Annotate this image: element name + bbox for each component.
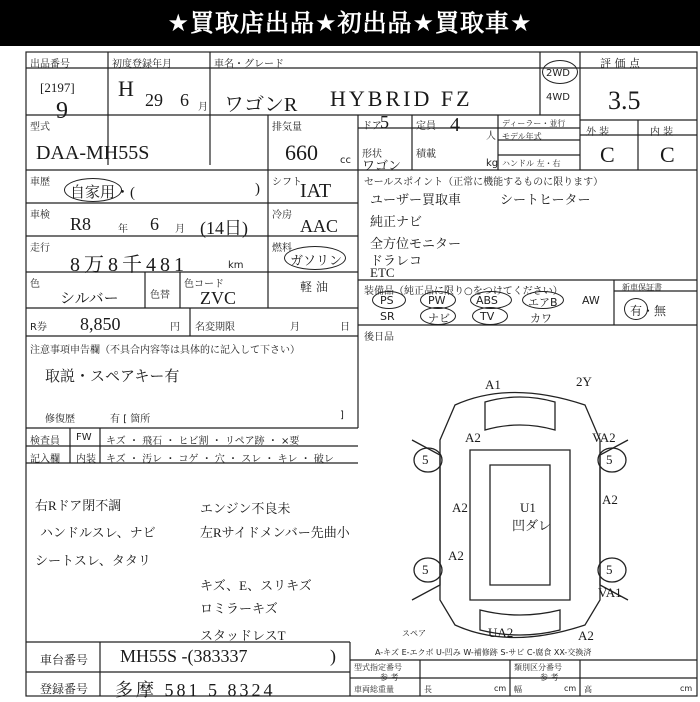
- diag-label-a2-5: A2: [578, 628, 594, 643]
- remark-3: シートスレ、タタリ: [35, 553, 151, 568]
- footer-cm-2: cm: [564, 684, 577, 693]
- int-value: C: [660, 142, 675, 167]
- capacity-value: 4: [450, 114, 460, 136]
- inspection-era: R8: [70, 214, 92, 234]
- usage-label: 車歴: [30, 177, 50, 188]
- name-change-day: 日: [340, 322, 350, 333]
- shift-label: シフト: [272, 177, 302, 188]
- displacement-label: 排気量: [272, 122, 302, 133]
- seat-back-label: 後日品: [364, 332, 394, 343]
- repair-value: 有 [ 箇所: [110, 414, 151, 425]
- diag-label-dent: 凹ダレ: [512, 518, 552, 533]
- model-year-label: モデル年式: [502, 132, 542, 141]
- equip-airbag-circle: [522, 291, 564, 309]
- equip-sr: SR: [380, 310, 395, 323]
- sales-points-label: セールスポイント（正常に機能するものに限ります）: [364, 177, 604, 188]
- page-banner: ★買取店出品★初出品★買取車★: [0, 0, 700, 46]
- displacement-value: 660: [285, 140, 318, 165]
- equip-navi: ナビ: [428, 312, 450, 325]
- diag-label-va2: VA2: [592, 430, 616, 445]
- displacement-unit: cc: [340, 155, 351, 166]
- drive-2wd: 2WD: [546, 68, 570, 79]
- footer-ref-2: 参 考: [540, 673, 559, 682]
- equip-tv-circle: [472, 307, 508, 325]
- fuel-alt: 軽 油: [300, 280, 328, 294]
- remark-4: エンジン不良未: [200, 501, 291, 516]
- remark-2: ハンドルスレ、ナビ: [40, 525, 156, 540]
- remark-6: キズ、E、スリキズ: [200, 578, 312, 593]
- warranty-circle: [624, 298, 648, 320]
- diag-label-5-4: 5: [606, 562, 613, 577]
- body-type-label: 形状: [362, 149, 382, 160]
- inspector-int-items: キズ ・ 汚レ ・ コゲ ・ 穴 ・ スレ ・ キレ ・ 破レ: [106, 454, 334, 465]
- load-unit: kg: [486, 158, 499, 169]
- recycle-label: R券: [30, 322, 47, 333]
- diag-label-va1: VA1: [598, 585, 622, 600]
- remark-5: 左Rサイドメンバー先曲小: [200, 525, 350, 540]
- capacity-label: 定員: [416, 121, 436, 132]
- name-change-label: 名変期限: [195, 322, 235, 333]
- inspector-int: 内装: [76, 454, 96, 465]
- equip-ps: PS: [380, 294, 394, 307]
- lot-number: 9: [56, 98, 68, 124]
- color-change-label: 色替: [150, 290, 170, 301]
- fuel-label: 燃料: [272, 243, 292, 254]
- notes-label: 注意事項申告欄（不具合内容等は具体的に記入して下さい）: [30, 345, 300, 356]
- first-reg-year: 29: [145, 90, 163, 110]
- inspection-month-unit: 月: [175, 224, 185, 235]
- first-reg-month-unit: 月: [198, 102, 208, 113]
- color-code-label: 色コード: [184, 279, 224, 290]
- sales-point-3: 純正ナビ: [370, 214, 423, 229]
- equip-aw: AW: [582, 294, 600, 307]
- first-reg-month: 6: [180, 90, 189, 110]
- footer-cm-1: cm: [494, 684, 507, 693]
- diag-label-a2-4: A2: [448, 548, 464, 563]
- inspector-label-2: 記入欄: [30, 454, 60, 465]
- shift-value: IAT: [300, 180, 332, 202]
- inspection-year-unit: 年: [118, 224, 128, 235]
- equipment-label: 装備品（純正品に限り○をつけてください）: [364, 286, 563, 297]
- equip-tv: TV: [480, 310, 495, 323]
- mileage-label: 走行: [30, 243, 50, 254]
- footer-weight: 車両総重量: [354, 685, 394, 694]
- footer-type-no: 型式指定番号: [354, 663, 402, 672]
- remark-7: ロミラーキズ: [200, 601, 278, 616]
- sales-point-2: シートヒーター: [500, 192, 591, 207]
- footer-ref-1: 参 考: [380, 673, 399, 682]
- diag-label-5-3: 5: [422, 562, 429, 577]
- recycle-unit: 円: [170, 322, 180, 333]
- mileage-value: 8万8千481: [70, 254, 188, 276]
- car-model: ワゴンR: [224, 94, 298, 116]
- lot-code: [2197]: [40, 80, 75, 95]
- inspection-day: (14日): [200, 218, 248, 238]
- first-reg-era: H: [118, 76, 134, 101]
- diag-label-u1: U1: [520, 500, 536, 515]
- diag-label-2y: 2Y: [576, 374, 592, 389]
- sales-point-1: ユーザー買取車: [370, 192, 462, 207]
- diag-label-a2-3: A2: [602, 492, 618, 507]
- mileage-unit: km: [228, 260, 244, 271]
- remark-8: スタッドレスT: [200, 628, 286, 643]
- footer-length: 長: [424, 685, 432, 694]
- diag-label-5-1: 5: [422, 452, 429, 467]
- warranty-label: 新車保証書: [622, 283, 662, 292]
- registration-label: 登録番号: [40, 682, 89, 696]
- dealer-label: ディーラー・並行: [502, 119, 566, 128]
- warranty-value: 有・無: [630, 304, 667, 318]
- registration-value: 多摩 581 5 8324: [115, 680, 276, 700]
- usage-circle: [64, 178, 122, 202]
- drive-2wd-circle: [542, 60, 578, 84]
- capacity-unit: 人: [486, 131, 496, 142]
- repair-close: ]: [340, 410, 344, 421]
- inspector-fw: FW: [76, 432, 92, 443]
- ext-label: 外 装: [586, 127, 610, 138]
- color-value: シルバー: [60, 291, 119, 307]
- footer-class-no: 類別区分番号: [514, 663, 562, 672]
- diag-label-a1-top: A1: [485, 377, 501, 392]
- inspection-label: 車検: [30, 210, 50, 221]
- chassis-label: 車台番号: [40, 653, 89, 667]
- repair-label: 修復歴: [45, 414, 75, 425]
- diag-label-ua2: UA2: [488, 625, 514, 640]
- cooler-value: AAC: [300, 216, 339, 236]
- equip-navi-circle: [420, 307, 456, 325]
- diag-label-a2-2: A2: [452, 500, 468, 515]
- doors-label: ドア: [362, 121, 382, 132]
- usage-close: ): [255, 181, 260, 197]
- diag-label-a2-1: A2: [465, 430, 481, 445]
- inspector-label-1: 検査員: [30, 436, 60, 447]
- int-label: 内 装: [650, 127, 674, 138]
- inspection-month: 6: [150, 214, 159, 234]
- notes-text: 取説・スペアキー有: [45, 369, 180, 385]
- footer-cm-3: cm: [680, 684, 693, 693]
- equip-abs: ABS: [476, 294, 498, 307]
- equip-airbag: エアB: [528, 296, 558, 309]
- diagram-legend: A-キズ E-エクボ U-凹み W-補修跡 S-サビ C-腐食 XX-交換済: [375, 648, 592, 657]
- diag-label-spare: スペア: [402, 629, 426, 638]
- chassis-value: MH55S -(383337: [120, 646, 248, 666]
- inspector-fw-items: キズ ・ 飛石 ・ ヒビ割 ・ リペア跡 ・ ×要: [106, 436, 300, 447]
- sales-point-5: ドラレコ: [370, 253, 423, 268]
- car-name-label: 車名・グレード: [214, 59, 284, 70]
- type-label: 型式: [30, 122, 50, 133]
- footer-height: 高: [584, 685, 592, 694]
- score-value: 3.5: [608, 86, 641, 115]
- car-grade: HYBRID FZ: [330, 86, 473, 111]
- doors-value: 5: [380, 112, 389, 132]
- color-label: 色: [30, 279, 40, 290]
- equip-ps-circle: [372, 291, 406, 309]
- handle-label: ハンドル 左・右: [502, 159, 561, 168]
- ext-value: C: [600, 142, 615, 167]
- recycle-value: 8,850: [80, 314, 121, 334]
- drive-4wd: 4WD: [546, 92, 570, 103]
- sales-point-6: ETC: [370, 265, 395, 280]
- equip-leather: カワ: [530, 312, 552, 325]
- sales-point-4: 全方位モニター: [370, 236, 462, 251]
- remark-1: 右Rドア閉不調: [35, 498, 122, 513]
- name-change-month: 月: [290, 322, 300, 333]
- chassis-close: ): [330, 646, 336, 666]
- diag-label-5-2: 5: [606, 452, 613, 467]
- equip-pw: PW: [428, 294, 446, 307]
- cooler-label: 冷房: [272, 210, 292, 221]
- usage-value: 自家用・(: [70, 185, 135, 201]
- fuel-value: ガソリン: [290, 253, 343, 268]
- lot-label: 出品番号: [30, 59, 70, 70]
- load-label: 積載: [416, 149, 436, 160]
- first-reg-label: 初度登録年月: [112, 59, 172, 70]
- fuel-circle: [284, 246, 346, 270]
- footer-width: 幅: [514, 685, 522, 694]
- score-label: 評 価 点: [600, 57, 640, 70]
- color-code: ZVC: [200, 288, 236, 308]
- body-type-value: ワゴン: [362, 158, 402, 173]
- type-value: DAA-MH55S: [36, 142, 150, 164]
